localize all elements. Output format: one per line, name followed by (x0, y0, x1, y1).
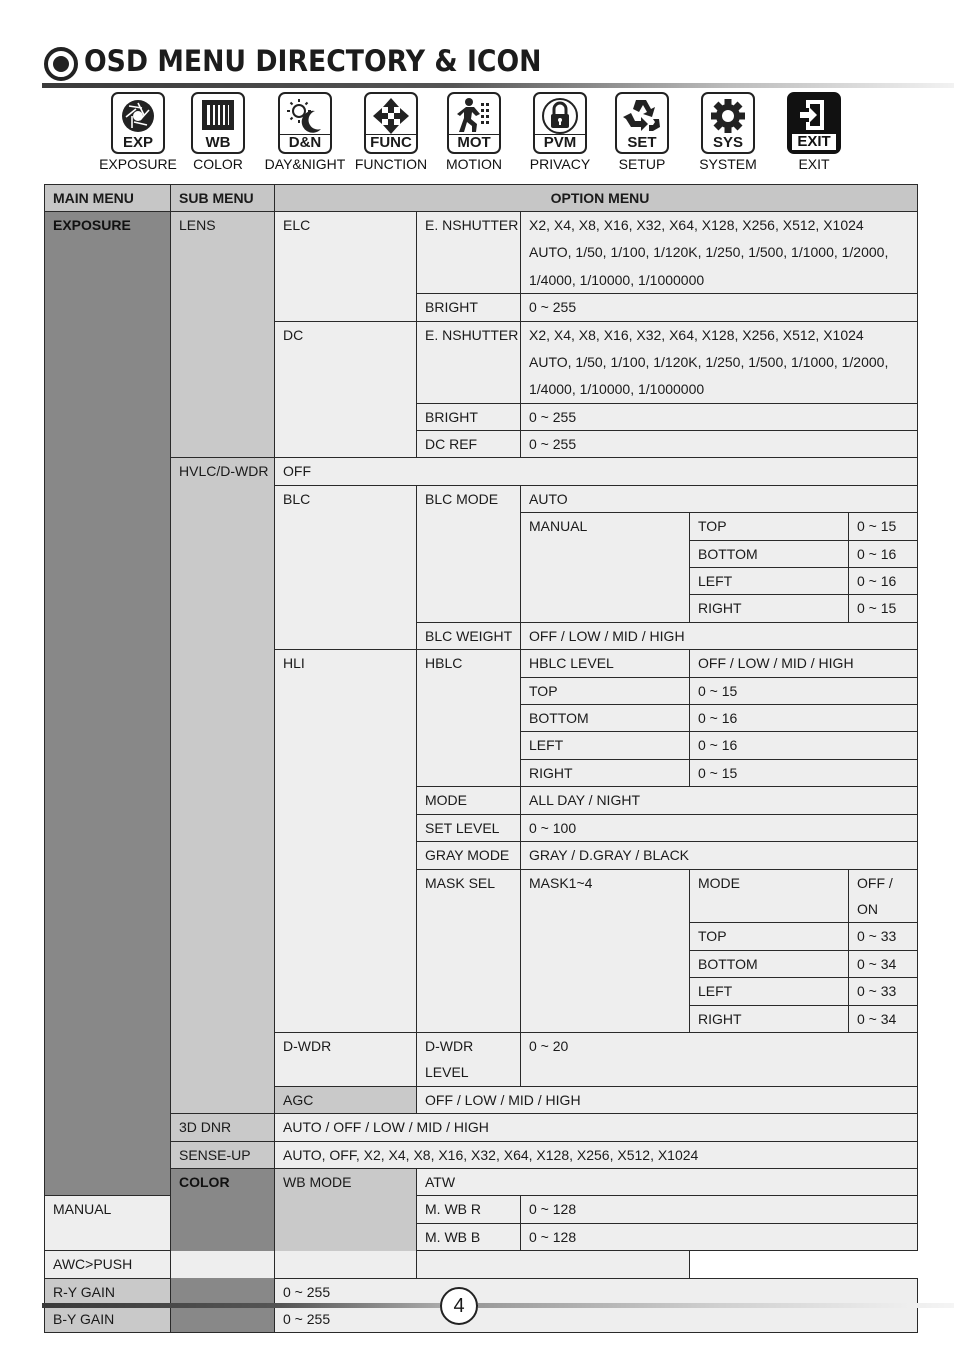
option-cell: OFF (275, 458, 918, 485)
option-cell: 0 ~ 20 (521, 1032, 918, 1086)
icon-code: FUNC (366, 134, 416, 151)
page-number: 4 (440, 1287, 478, 1325)
option-cell: 0 ~ 16 (849, 568, 918, 595)
icon-label: SETUP (618, 156, 666, 172)
option-cell: LEFT (690, 978, 849, 1005)
exit-door-icon (787, 92, 841, 154)
legend-item-exit (764, 92, 864, 172)
option-cell: 0 ~ 34 (849, 950, 918, 977)
option-cell: 0 ~ 16 (690, 732, 918, 759)
option-cell: 0 ~ 128 (521, 1196, 918, 1223)
option-cell: 0 ~ 255 (275, 1278, 918, 1305)
icon-code: SYS (712, 134, 743, 151)
option-cell: ALL DAY / NIGHT (521, 787, 918, 814)
option-cell: RIGHT (521, 759, 690, 786)
table-row (45, 1168, 918, 1195)
option-cell: OFF / ON (849, 869, 918, 923)
header-sub-menu: SUB MENU (171, 185, 275, 212)
option-cell: M. WB B (417, 1223, 521, 1250)
sub-menu-hvlc: HVLC/D-WDR (171, 458, 275, 1114)
option-cell: TOP (690, 513, 849, 540)
icon-label: SYSTEM (699, 156, 757, 172)
header-option-menu: OPTION MENU (275, 185, 918, 212)
table-header-row (45, 185, 918, 212)
white-balance-icon (191, 92, 245, 154)
icon-legend (86, 92, 866, 182)
option-cell: BLC MODE (417, 485, 521, 622)
option-cell: MASK SEL (417, 869, 521, 1032)
option-cell: 0 ~ 15 (690, 759, 918, 786)
option-cell: BRIGHT (417, 403, 521, 430)
icon-label: EXPOSURE (99, 156, 177, 172)
target-bullet-icon (44, 47, 78, 81)
option-cell: 0 ~ 16 (690, 705, 918, 732)
option-cell: BOTTOM (521, 705, 690, 732)
option-cell: OFF / LOW / MID / HIGH (417, 1086, 918, 1113)
aperture-icon (111, 92, 165, 154)
sub-menu-agc: AGC (275, 1086, 417, 1113)
option-cell: 0 ~ 255 (521, 403, 918, 430)
option-cell: M. WB R (417, 1196, 521, 1223)
option-cell: 0 ~ 34 (849, 1005, 918, 1032)
footer-divider-left (42, 1303, 440, 1308)
sub-menu-lens: LENS (171, 212, 275, 458)
option-cell: AUTO / OFF / LOW / MID / HIGH (275, 1114, 918, 1141)
sub-menu-3d-dnr: 3D DNR (171, 1114, 275, 1141)
icon-label: PRIVACY (529, 156, 591, 172)
gear-icon (701, 92, 755, 154)
icon-code: EXP (122, 134, 153, 151)
main-menu-exposure: EXPOSURE (45, 212, 171, 1196)
option-cell: E. NSHUTTER (417, 212, 521, 294)
option-cell: RIGHT (690, 1005, 849, 1032)
option-cell: OFF / LOW / MID / HIGH (690, 650, 918, 677)
option-cell: BOTTOM (690, 950, 849, 977)
legend-item-daynight (255, 92, 355, 172)
option-cell: 0 ~ 16 (849, 540, 918, 567)
option-cell: 1/4000, 1/10000, 1/1000000 (521, 267, 918, 294)
option-cell: LEFT (690, 568, 849, 595)
icon-label: COLOR (193, 156, 243, 172)
option-cell: 0 ~ 255 (275, 1306, 918, 1333)
icon-code: SET (627, 134, 657, 151)
option-cell: DC (275, 321, 417, 458)
option-cell: 0 ~ 15 (849, 595, 918, 622)
icon-label: MOTION (446, 156, 502, 172)
table-row (45, 458, 918, 485)
option-cell: ELC (275, 212, 417, 321)
option-cell: BLC WEIGHT (417, 622, 521, 649)
option-cell: GRAY MODE (417, 842, 521, 869)
option-cell: ATW (417, 1168, 918, 1195)
legend-item-setup (592, 92, 692, 172)
osd-menu-table (44, 184, 918, 1333)
legend-item-motion (424, 92, 524, 172)
icon-label: EXIT (798, 156, 830, 172)
sub-menu-by-gain: B-Y GAIN (45, 1306, 171, 1333)
option-cell: TOP (690, 923, 849, 950)
option-cell: HLI (275, 650, 417, 1033)
option-cell: D-WDR (275, 1032, 417, 1086)
option-cell: SET LEVEL (417, 814, 521, 841)
legend-item-color (168, 92, 268, 172)
option-cell: 0 ~ 128 (521, 1223, 918, 1250)
option-cell: D-WDR LEVEL (417, 1032, 521, 1086)
option-cell: 0 ~ 255 (521, 294, 918, 321)
option-cell: 0 ~ 15 (690, 677, 918, 704)
table-row (45, 1141, 918, 1168)
padlock-icon (533, 92, 587, 154)
icon-code: D&N (280, 134, 330, 151)
option-cell: E. NSHUTTER (417, 321, 521, 403)
option-cell: AWC>PUSH (45, 1251, 690, 1278)
option-cell: 0 ~ 255 (521, 431, 918, 458)
option-cell: X2, X4, X8, X16, X32, X64, X128, X256, X512, X1024 (521, 212, 918, 239)
table-row (45, 1251, 918, 1278)
icon-code: MOT (449, 134, 499, 151)
option-cell: BRIGHT (417, 294, 521, 321)
footer-divider-right (478, 1303, 954, 1308)
icon-label: FUNCTION (354, 156, 428, 172)
option-cell: HBLC (417, 650, 521, 787)
sub-menu-sense-up: SENSE-UP (171, 1141, 275, 1168)
option-cell: MANUAL (521, 513, 690, 623)
page-header (42, 42, 954, 88)
table-row (45, 212, 918, 239)
option-cell: X2, X4, X8, X16, X32, X64, X128, X256, X512, X1024 (521, 321, 918, 348)
running-man-icon (447, 92, 501, 154)
option-cell: 0 ~ 100 (521, 814, 918, 841)
option-cell: AUTO (521, 485, 918, 512)
icon-code: PVM (535, 134, 585, 151)
option-cell: GRAY / D.GRAY / BLACK (521, 842, 918, 869)
option-cell: BLC (275, 485, 417, 649)
option-cell: BOTTOM (690, 540, 849, 567)
option-cell: HBLC LEVEL (521, 650, 690, 677)
option-cell: 0 ~ 15 (849, 513, 918, 540)
option-cell: RIGHT (690, 595, 849, 622)
option-cell: MODE (690, 869, 849, 923)
icon-label: DAY&NIGHT (264, 156, 346, 172)
option-cell: MANUAL (45, 1196, 171, 1251)
sun-moon-icon (278, 92, 332, 154)
option-cell: AUTO, 1/50, 1/100, 1/120K, 1/250, 1/500, 1/1000, 1/2000, (521, 349, 918, 376)
table-row (45, 1114, 918, 1141)
option-cell: MASK1~4 (521, 869, 690, 1032)
option-cell: 0 ~ 33 (849, 923, 918, 950)
header-main-menu: MAIN MENU (45, 185, 171, 212)
icon-code: EXIT (791, 133, 837, 151)
title-divider (42, 83, 954, 88)
page-title: OSD MENU DIRECTORY & ICON (84, 44, 542, 78)
main-menu-color: COLOR (171, 1168, 275, 1332)
option-cell: MODE (417, 787, 521, 814)
option-cell: OFF / LOW / MID / HIGH (521, 622, 918, 649)
legend-item-system (678, 92, 778, 172)
icon-code: WB (205, 134, 231, 151)
option-cell: AUTO, OFF, X2, X4, X8, X16, X32, X64, X128, X256, X512, X1024 (275, 1141, 918, 1168)
four-arrows-icon (364, 92, 418, 154)
option-cell: TOP (521, 677, 690, 704)
option-cell: 0 ~ 33 (849, 978, 918, 1005)
option-cell: 1/4000, 1/10000, 1/1000000 (521, 376, 918, 403)
option-cell: AUTO, 1/50, 1/100, 1/120K, 1/250, 1/500, 1/1000, 1/2000, (521, 239, 918, 266)
sub-menu-wb-mode: WB MODE (275, 1168, 417, 1278)
option-cell: DC REF (417, 431, 521, 458)
recycle-arrows-icon (615, 92, 669, 154)
sub-menu-ry-gain: R-Y GAIN (45, 1278, 171, 1305)
option-cell: LEFT (521, 732, 690, 759)
